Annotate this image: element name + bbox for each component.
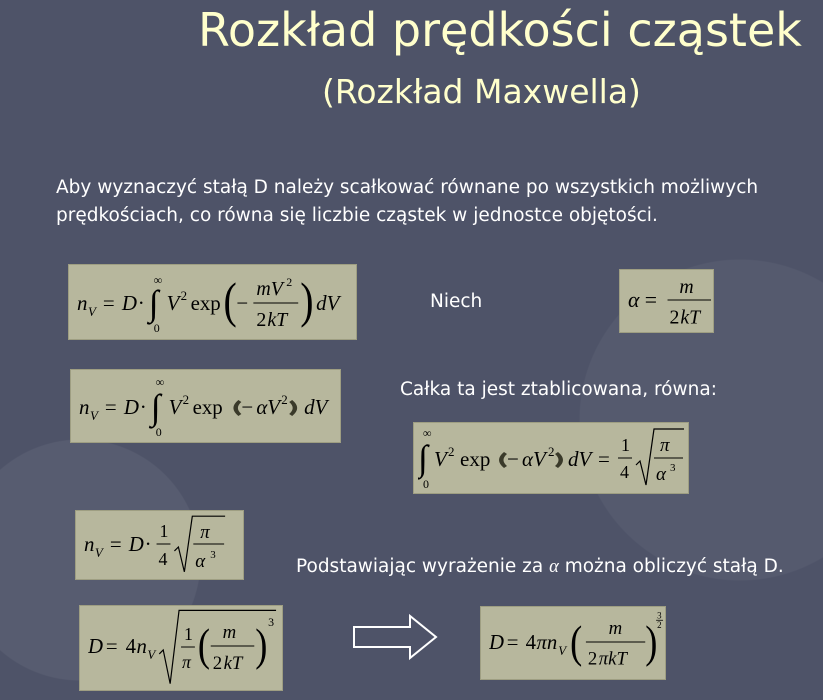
svg-text:α: α	[628, 287, 640, 312]
svg-text:2: 2	[286, 275, 293, 290]
svg-text:m: m	[608, 618, 623, 640]
formula-alpha-def	[619, 269, 714, 333]
svg-text:exp: exp	[192, 394, 223, 419]
svg-text:V: V	[87, 303, 96, 319]
svg-text:kT: kT	[680, 306, 701, 329]
svg-text:−: −	[236, 290, 249, 315]
arrow-right-icon	[352, 613, 438, 661]
podstawiajac-after: można obliczyć stałą D.	[558, 556, 784, 577]
svg-text:n: n	[79, 394, 90, 419]
svg-text:4: 4	[125, 634, 137, 658]
svg-text:4: 4	[525, 631, 536, 654]
svg-text:=: =	[598, 447, 610, 471]
svg-text:2: 2	[657, 620, 662, 631]
svg-text:(: (	[197, 619, 211, 670]
svg-text:∞: ∞	[423, 426, 432, 440]
svg-text:n: n	[84, 531, 95, 556]
alpha-symbol: α	[549, 557, 559, 577]
niech-label: Niech	[430, 291, 483, 312]
svg-text:2: 2	[669, 306, 680, 329]
svg-text:π: π	[660, 435, 670, 456]
formula-eq1	[68, 264, 357, 340]
svg-text:): )	[300, 272, 314, 328]
svg-text:4: 4	[620, 462, 629, 482]
svg-text:−: −	[507, 447, 519, 471]
svg-text:2: 2	[448, 444, 455, 459]
svg-text:): )	[255, 619, 268, 670]
svg-text:=: =	[102, 290, 115, 315]
svg-text:dV: dV	[316, 290, 340, 315]
svg-text:·: ·	[144, 531, 152, 556]
svg-text:=: =	[506, 631, 519, 654]
svg-text:n: n	[136, 634, 147, 658]
svg-text:V: V	[94, 544, 103, 560]
intro-text: Aby wyznaczyć stałą D należy scałkować równane po wszystkich możliwych prędkościach, co równa się liczbie cząstek w jednostce objętości.	[56, 177, 759, 226]
slide-title: Rozkład prędkości cząstek	[198, 3, 802, 57]
svg-text:(: (	[223, 272, 237, 328]
svg-text:V: V	[434, 447, 447, 471]
svg-text:2: 2	[256, 308, 267, 331]
svg-text:∫: ∫	[150, 386, 161, 427]
podstawiajac-label	[296, 556, 784, 578]
svg-text:·: ·	[137, 290, 145, 315]
svg-text:=: =	[109, 531, 122, 556]
svg-text:D: D	[88, 634, 103, 658]
svg-text:4: 4	[158, 548, 168, 569]
svg-text:0: 0	[423, 477, 429, 491]
svg-text:V: V	[166, 290, 180, 315]
svg-text:∫: ∫	[148, 282, 159, 323]
svg-text:=: =	[105, 634, 118, 658]
svg-text:): )	[645, 615, 658, 667]
svg-text:=: =	[644, 287, 658, 312]
svg-text:3: 3	[657, 610, 662, 621]
svg-text:D: D	[123, 394, 139, 419]
svg-text:0: 0	[153, 320, 160, 335]
svg-text:kT: kT	[267, 308, 288, 331]
svg-text:D: D	[128, 531, 144, 556]
svg-text:dV: dV	[568, 447, 592, 471]
formula-eq3	[75, 510, 244, 580]
svg-text:D: D	[489, 631, 504, 654]
svg-text:2: 2	[548, 444, 555, 459]
formula-eq5	[480, 606, 666, 680]
svg-text:m: m	[222, 622, 237, 644]
svg-text:π: π	[200, 522, 210, 544]
svg-text:3: 3	[268, 615, 275, 630]
svg-text:αV: αV	[256, 394, 281, 419]
svg-text:∫: ∫	[418, 438, 428, 478]
svg-text:=: =	[104, 394, 117, 419]
svg-text:3: 3	[670, 462, 676, 474]
svg-text:D: D	[121, 290, 137, 315]
svg-text:1: 1	[159, 521, 169, 542]
slide-subtitle: (Rozkład Maxwella)	[322, 72, 641, 111]
svg-text:α: α	[195, 550, 206, 572]
formula-integral	[413, 422, 689, 494]
svg-text:exp: exp	[190, 290, 221, 315]
svg-text:3: 3	[210, 548, 216, 561]
svg-text:2: 2	[587, 648, 598, 670]
svg-text:dV: dV	[304, 394, 328, 419]
svg-text:2: 2	[212, 652, 223, 674]
svg-text:∞: ∞	[155, 375, 165, 390]
svg-text:αV: αV	[522, 447, 546, 471]
svg-text:V: V	[89, 407, 98, 423]
svg-text:1: 1	[184, 624, 193, 645]
svg-text:πkT: πkT	[598, 648, 627, 670]
svg-text:∞: ∞	[153, 273, 163, 288]
svg-text:π: π	[182, 651, 191, 672]
formula-eq4	[79, 605, 283, 691]
svg-text:2: 2	[182, 392, 190, 408]
podstawiajac-before: Podstawiając wyrażenie za	[296, 556, 550, 577]
svg-text:0: 0	[155, 424, 162, 439]
svg-text:kT: kT	[223, 652, 243, 674]
calka-label: Całka ta jest ztablicowana, równa:	[400, 379, 717, 400]
svg-text:·: ·	[139, 394, 147, 419]
svg-text:exp: exp	[460, 447, 491, 471]
svg-text:mV: mV	[256, 278, 283, 301]
svg-text:V: V	[558, 643, 567, 658]
svg-text:m: m	[679, 276, 694, 299]
svg-text:−: −	[241, 394, 254, 419]
svg-text:πn: πn	[536, 631, 558, 654]
svg-text:2: 2	[281, 392, 288, 408]
svg-text:n: n	[77, 290, 88, 315]
svg-text:2: 2	[180, 288, 188, 304]
svg-text:α: α	[656, 464, 666, 485]
svg-text:V: V	[147, 647, 156, 662]
svg-text:1: 1	[621, 435, 630, 455]
svg-text:V: V	[168, 394, 182, 419]
svg-text:(: (	[570, 615, 583, 667]
formula-eq2	[70, 369, 341, 443]
